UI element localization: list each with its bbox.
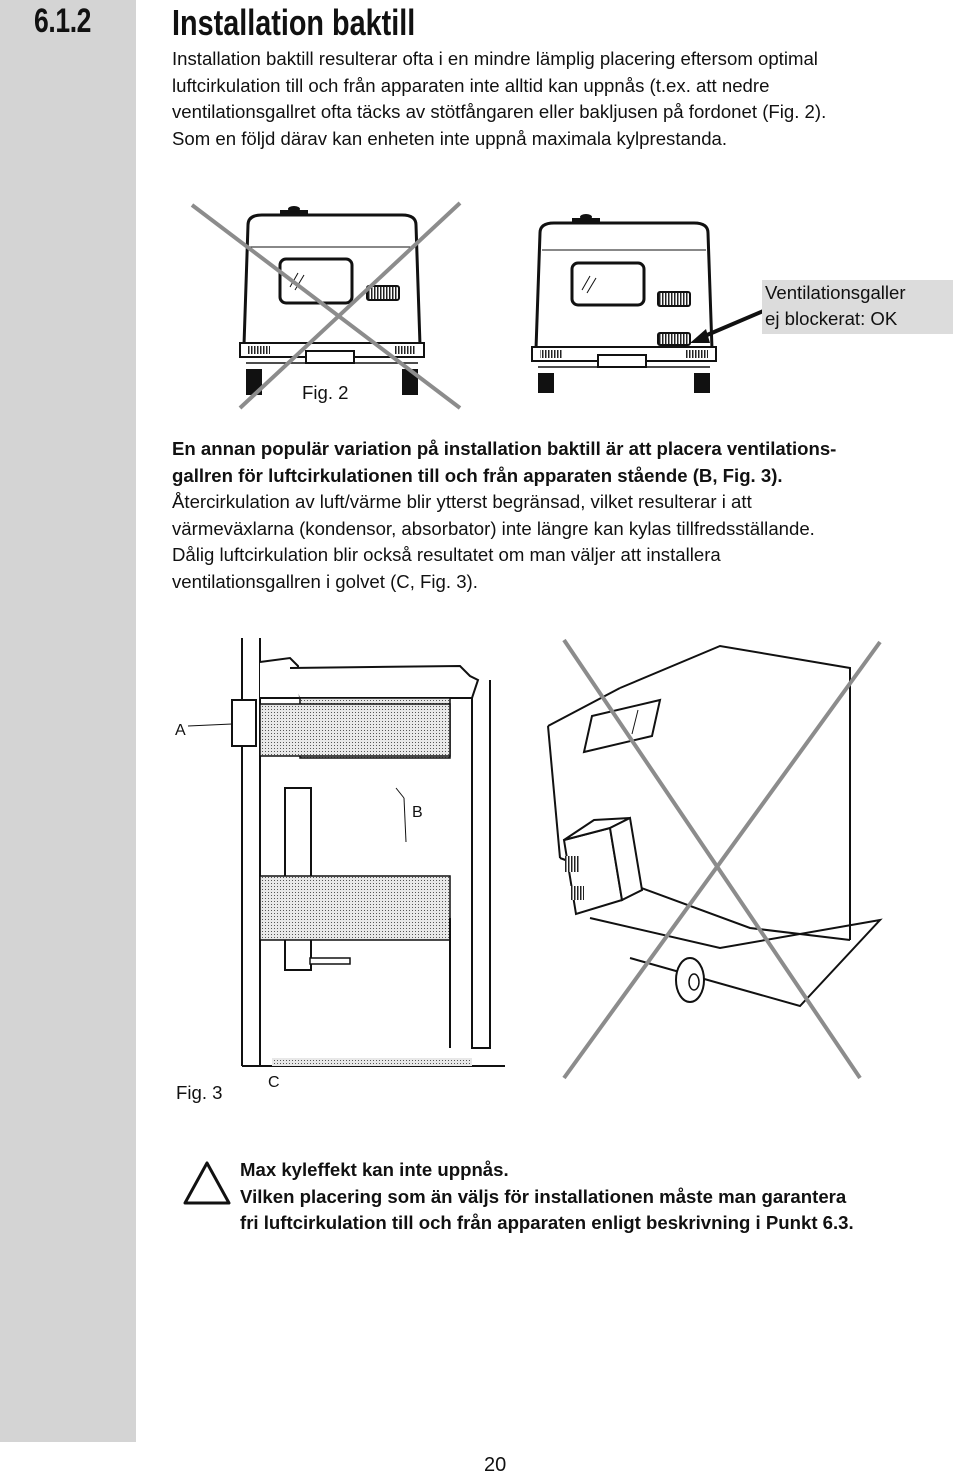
intro-line: Som en följd därav kan enheten inte uppnå maximala kylprestanda. [172, 127, 728, 149]
label-b: B [412, 804, 423, 821]
body-paragraph [172, 436, 960, 595]
isometric-view [548, 646, 880, 1006]
page-number: 20 [484, 1454, 507, 1476]
figure-3-illustration [160, 628, 920, 1108]
callout-line: Ventilationsgaller [765, 282, 906, 303]
van-rear-blocked [240, 206, 424, 395]
page-sidebar-band [0, 0, 136, 1442]
callout-line: ej blockerat: OK [765, 308, 898, 329]
intro-line: ventilationsgallret ofta täcks av stötfångaren eller bakljusen på fordonet (Fig. 2). [172, 101, 827, 122]
section-title: Installation baktill [172, 2, 416, 43]
cross-section-view [188, 638, 505, 1066]
figure-3-label: Fig. 3 [176, 1082, 223, 1103]
label-a: A [175, 722, 186, 739]
vent-callout [762, 280, 953, 334]
warning-line: Vilken placering som än väljs för installationen måste man garantera [240, 1185, 847, 1207]
intro-paragraph [172, 46, 960, 152]
body-bold-line: En annan populär variation på installation baktill är att placera ventilations- [172, 438, 837, 459]
body-line: värmeväxlarna (kondensor, absorbator) inte längre kan kylas tillfredsställande. [172, 517, 815, 539]
warning-text [240, 1157, 854, 1237]
body-bold-line: gallren för luftcirkulationen till och från apparaten stående (B, Fig. 3). [172, 464, 783, 486]
body-line: Dålig luftcirkulation blir också resultatet om man väljer att installera [172, 544, 721, 565]
label-c: C [268, 1074, 280, 1091]
body-line: ventilationsgallren i golvet (C, Fig. 3). [172, 570, 478, 592]
intro-line: Installation baktill resulterar ofta i en mindre lämplig placering eftersom optimal [172, 48, 818, 69]
warning-line: fri luftcirkulation till och från apparaten enligt beskrivning i Punkt 6.3. [240, 1212, 854, 1233]
warning-triangle-icon [182, 1160, 232, 1206]
figure-2-label: Fig. 2 [302, 382, 349, 403]
section-number: 6.1.2 [34, 2, 92, 40]
warning-line: Max kyleffekt kan inte uppnås. [240, 1159, 509, 1180]
intro-line: luftcirkulation till och från apparaten inte alltid kan uppnås (t.ex. att nedre [172, 74, 770, 96]
van-rear-ok [532, 214, 716, 393]
body-line: Återcirkulation av luft/värme blir ytterst begränsad, vilket resulterar i att [172, 491, 752, 512]
